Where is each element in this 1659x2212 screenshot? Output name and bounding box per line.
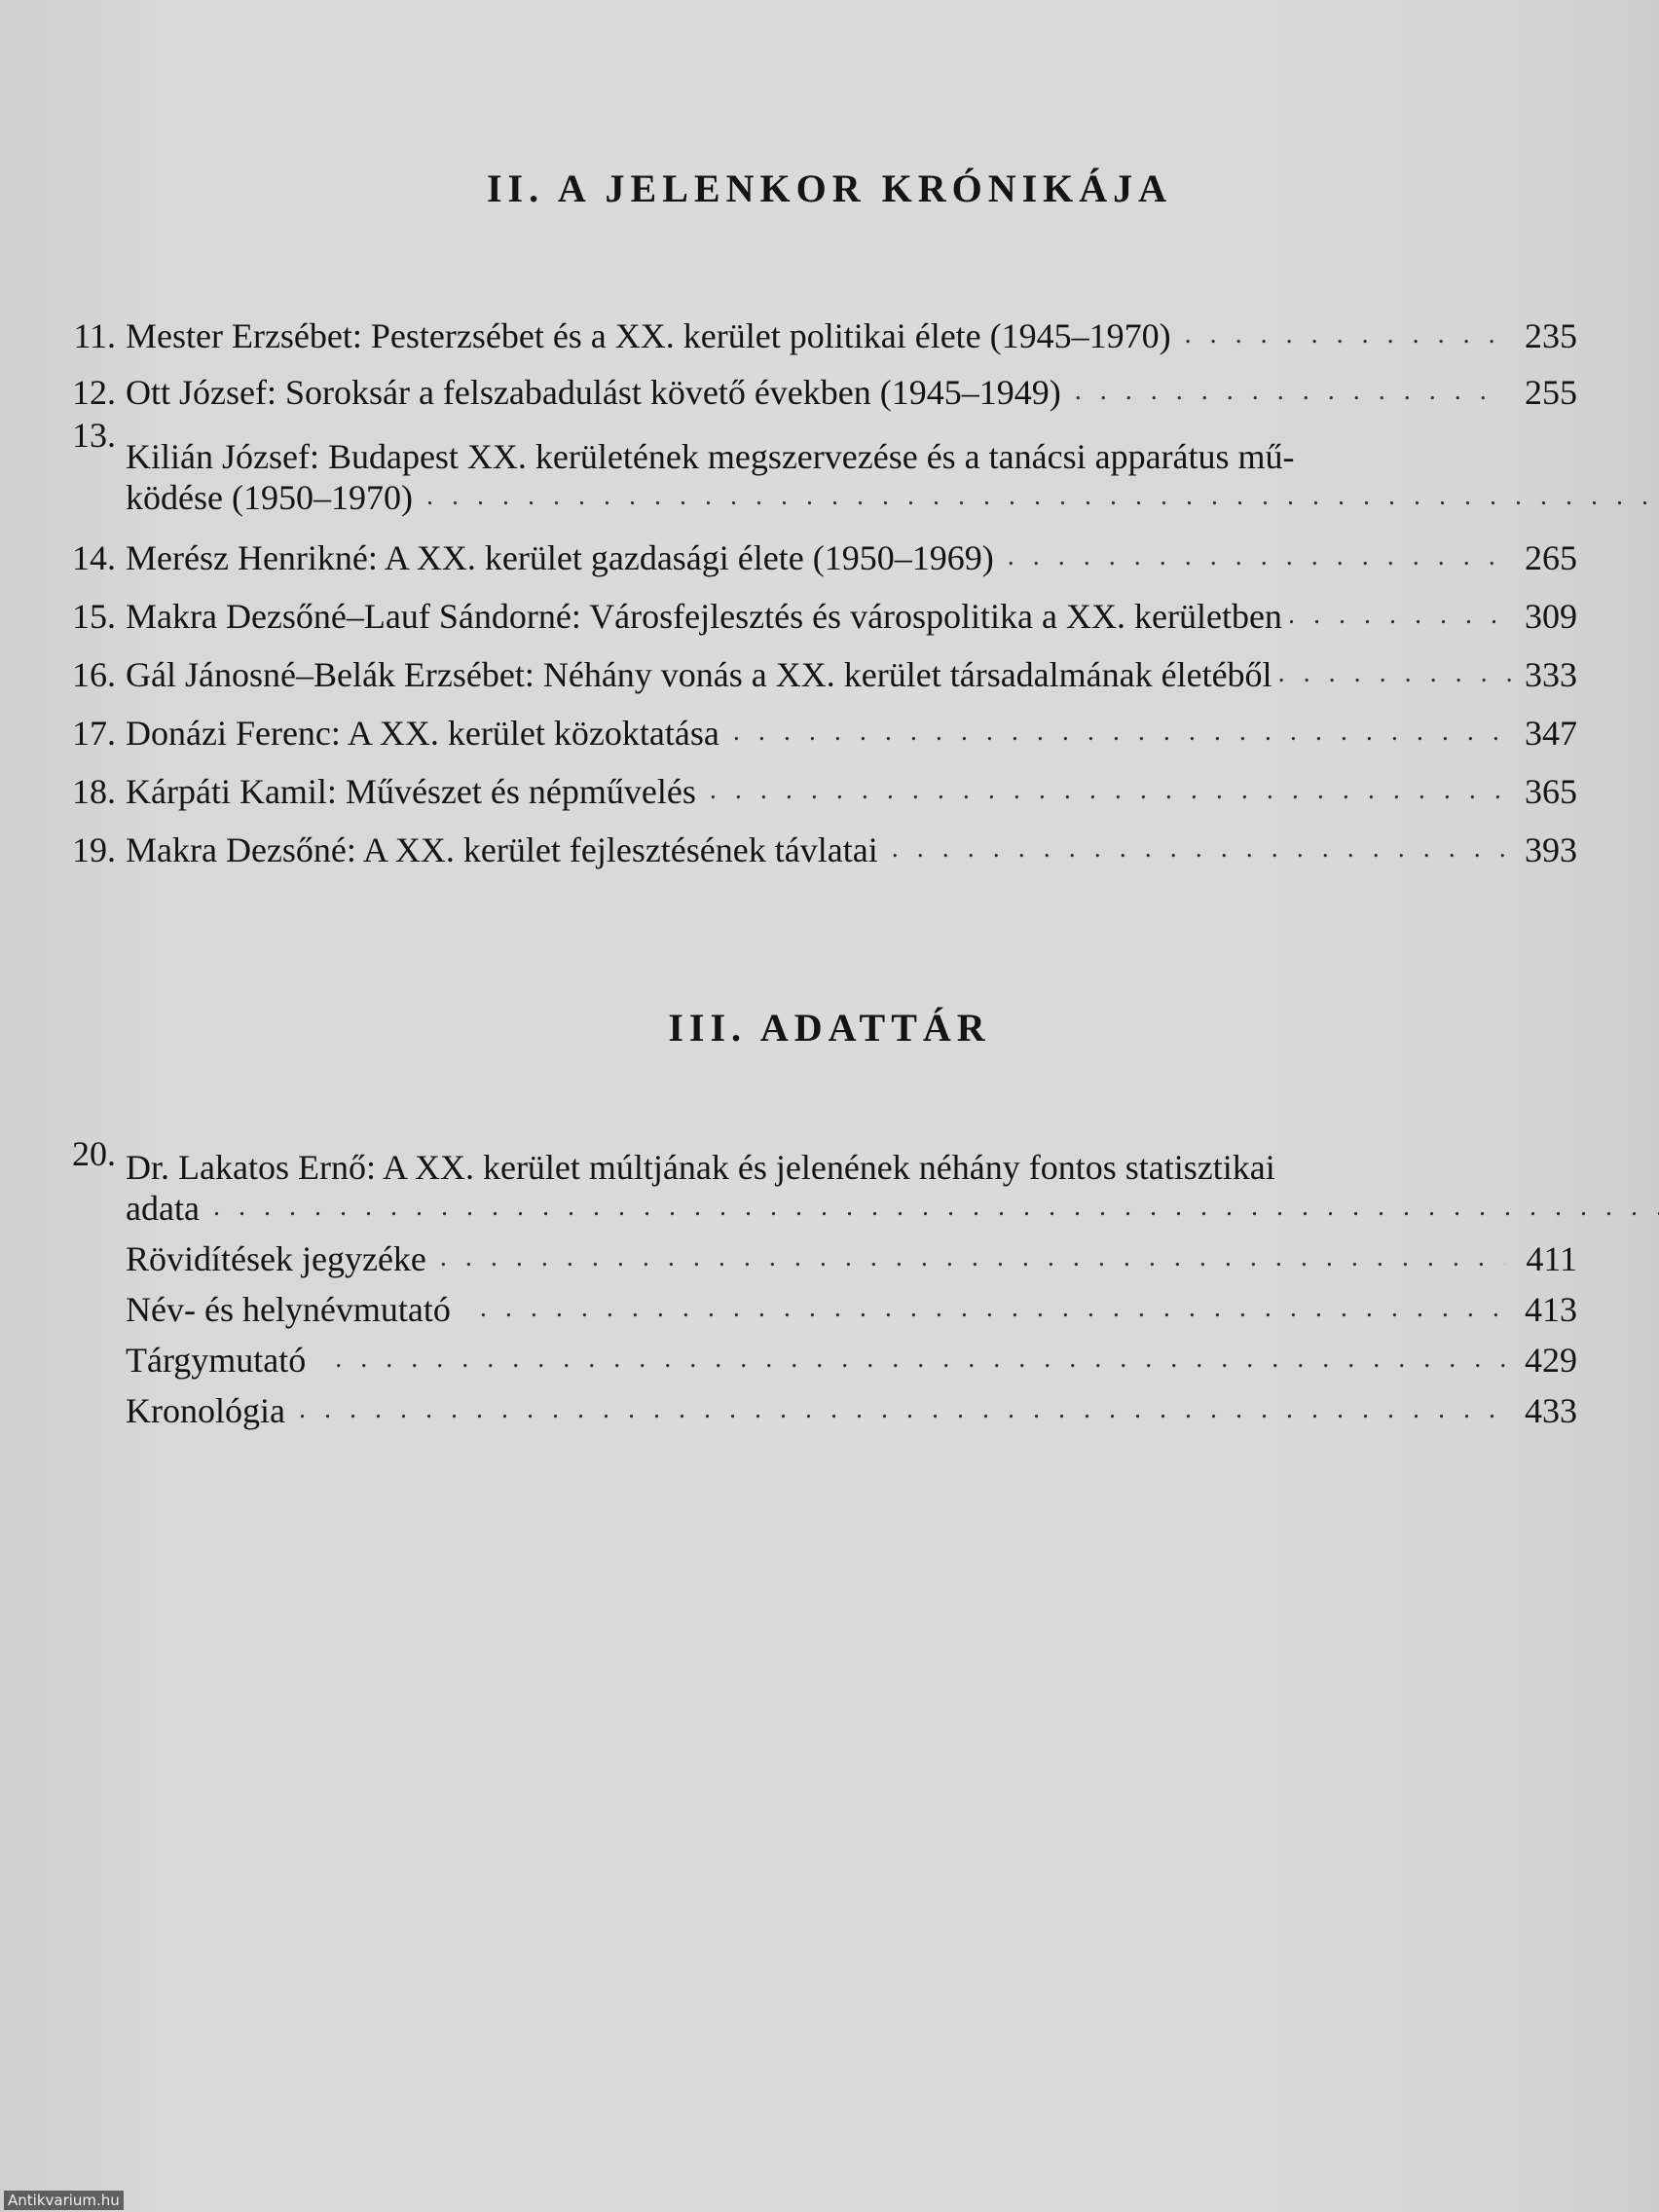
leader-dots — [1288, 600, 1513, 631]
entry-title-line2: adata — [126, 1189, 200, 1228]
entry-title-line1: Kilián József: Budapest XX. kerületének megszervezése és a tanácsi apparátus mű- — [126, 437, 1295, 476]
leader-dots — [440, 1242, 1505, 1273]
watermark: Antikvarium.hu — [4, 2191, 124, 2210]
entry-page: 255 — [1525, 373, 1577, 412]
section-title: III. ADATTÁR — [668, 1006, 991, 1050]
toc-entry — [54, 356, 1577, 413]
entry-page: 333 — [1525, 655, 1577, 694]
toc-entry — [54, 695, 1577, 754]
entry-page: 309 — [1525, 597, 1577, 636]
entry-page: 265 — [1525, 538, 1577, 577]
entry-number: 14. — [72, 538, 116, 577]
entry-title: Gál Jánosné–Belák Erzsébet: Néhány vonás a XX. kerület társadalmának életéből — [126, 655, 1272, 694]
leader-dots — [335, 1344, 1505, 1375]
entry-number: 11. — [73, 316, 116, 355]
leader-dots — [1075, 376, 1505, 407]
toc-entry — [54, 1229, 1577, 1279]
toc-section-2 — [54, 300, 1577, 870]
toc-entry — [54, 1131, 1577, 1229]
leader-dots — [892, 833, 1505, 865]
toc-entry — [54, 1381, 1577, 1431]
entry-title: Kárpáti Kamil: Művészet és népművelés — [126, 772, 696, 811]
toc-entry — [54, 413, 1577, 518]
entry-title: Ott József: Soroksár a felszabadulást követő években (1945–1949) — [126, 373, 1061, 412]
entry-title: Mester Erzsébet: Pesterzsébet és a XX. kerület politikai élete (1945–1970) — [126, 316, 1171, 355]
toc-entry — [54, 754, 1577, 812]
leader-dots — [1008, 541, 1505, 572]
entry-number: 17. — [72, 714, 116, 753]
toc-entry — [54, 637, 1577, 695]
entry-number: 19. — [72, 830, 116, 869]
entry-page: 235 — [1525, 316, 1577, 355]
entry-page: 393 — [1525, 830, 1577, 869]
toc-entry — [54, 1279, 1577, 1330]
leader-dots — [1185, 319, 1505, 350]
entry-page: 433 — [1525, 1391, 1577, 1430]
toc-entry — [54, 578, 1577, 637]
entry-title: Merész Henrikné: A XX. kerület gazdasági élete (1950–1969) — [126, 538, 994, 577]
leader-dots — [213, 1192, 1659, 1223]
entry-title-line2: ködése (1950–1970) — [126, 478, 413, 517]
leader-dots — [1278, 658, 1513, 689]
entry-number: 18. — [72, 772, 116, 811]
leader-dots — [299, 1394, 1505, 1425]
entry-number: 12. — [72, 373, 116, 412]
entry-number: 16. — [72, 655, 116, 694]
toc-section-3 — [54, 1131, 1577, 1431]
entry-title: Donázi Ferenc: A XX. kerület közoktatása — [126, 714, 719, 753]
entry-page: 429 — [1525, 1341, 1577, 1380]
entry-number: 15. — [72, 597, 116, 636]
leader-dots — [426, 481, 1659, 512]
toc-entry — [54, 1330, 1577, 1381]
entry-page: 413 — [1525, 1290, 1577, 1329]
leader-dots — [480, 1293, 1505, 1324]
entry-title: Makra Dezsőné–Lauf Sándorné: Városfejlesztés és várospolitika a XX. kerületben — [126, 597, 1282, 636]
entry-number: 20. — [72, 1134, 116, 1173]
entry-number: 13. — [72, 416, 116, 455]
entry-page: 347 — [1525, 714, 1577, 753]
entry-title-line1: Dr. Lakatos Ernő: A XX. kerület múltjának és jelenének néhány fontos statisztikai — [126, 1148, 1275, 1187]
entry-body — [126, 1147, 1659, 1229]
leader-dots — [733, 717, 1505, 748]
toc-entry — [54, 812, 1577, 870]
toc-entry — [54, 300, 1577, 356]
entry-title: Tárgymutató — [126, 1341, 307, 1380]
entry-body — [126, 436, 1659, 518]
entry-page: 365 — [1525, 772, 1577, 811]
entry-last-line — [126, 1188, 1659, 1229]
entry-page: 411 — [1526, 1239, 1577, 1278]
entry-title: Kronológia — [126, 1391, 285, 1430]
section-title: II. A JELENKOR KRÓNIKÁJA — [486, 166, 1173, 210]
entry-title: Makra Dezsőné: A XX. kerület fejlesztésének távlatai — [126, 830, 878, 869]
entry-last-line — [126, 477, 1659, 518]
entry-title: Rövidítések jegyzéke — [126, 1239, 426, 1278]
entry-title: Név- és helynévmutató — [126, 1290, 451, 1329]
leader-dots — [710, 775, 1505, 806]
toc-entry — [54, 518, 1577, 578]
